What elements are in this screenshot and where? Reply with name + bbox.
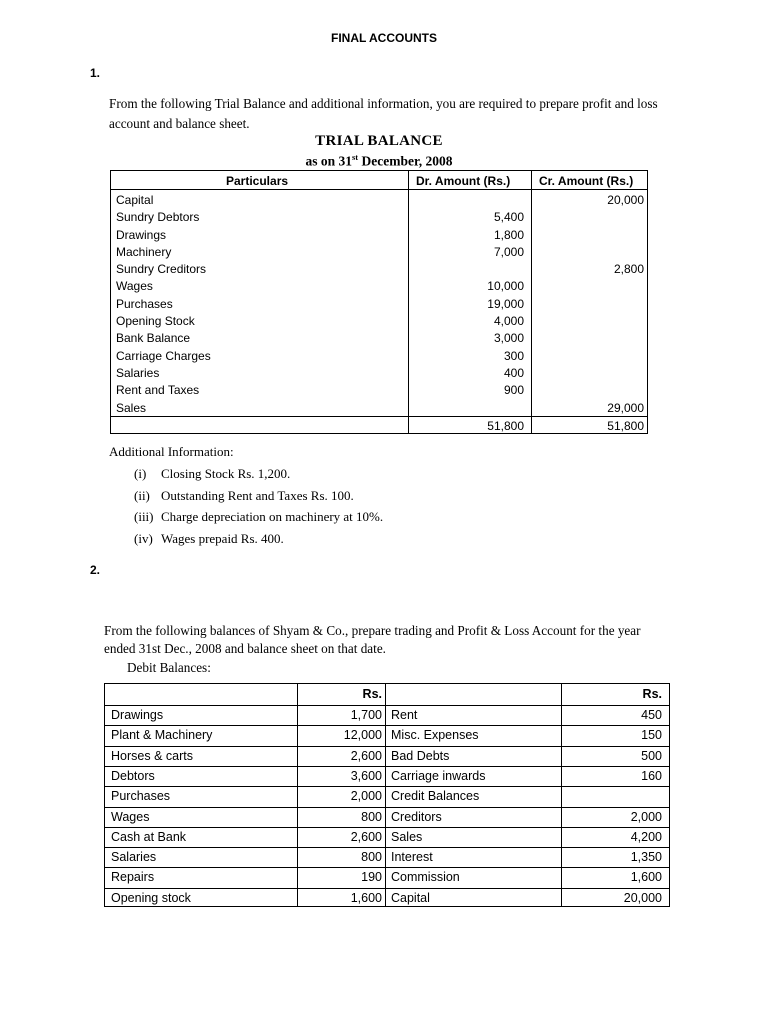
question-1-instruction: From the following Trial Balance and additional information, you are required to prepare profit and loss account and balance sheet. [109,96,658,131]
table-row [105,867,669,887]
table-row-dr: 1,800 [493,227,524,242]
table-row-cr [535,244,644,261]
cell-account: Credit Balances [391,789,480,804]
total-dr: 51,800 [487,419,524,433]
cell-account: Plant & Machinery [111,728,213,743]
cell-amount: 150 [641,728,662,743]
cell-amount: 20,000 [623,890,662,905]
list-item-number: (i) [134,466,147,481]
list-item [134,506,383,528]
list-item-text: Outstanding Rent and Taxes Rs. 100. [161,487,354,503]
cell-account: Sales [391,829,423,844]
table-row-dr: 3,000 [493,331,524,346]
table-row-particular: Salaries [116,365,160,380]
table-row-dr: 19,000 [487,296,524,311]
table-row-cr: 29,000 [607,400,644,415]
header-cr-amount: Cr. Amount (Rs.) [539,174,634,188]
table-row [105,725,669,745]
cell-account: Bad Debts [391,748,450,763]
cell-account: Horses & carts [111,748,193,763]
list-item-text: Wages prepaid Rs. 400. [161,530,284,546]
list-item [134,485,383,507]
cell-amount: 800 [361,850,382,865]
table-row-dr: 400 [503,365,524,380]
table-row-dr: 300 [503,348,524,363]
cell-account: Purchases [111,789,171,804]
table-row-cr: 2,800 [613,262,644,277]
table-row-particular: Capital [116,193,154,207]
cell-amount: 1,700 [350,708,382,722]
table-row [105,807,669,827]
table-row-dr: 7,000 [493,244,524,259]
table-row [105,766,669,786]
cell-account: Commission [391,870,460,885]
cell-amount: 2,000 [630,809,662,824]
cell-amount: 1,600 [630,870,662,885]
question-2-instruction: From the following balances of Shyam & Co., prepare trading and Profit & Loss Account for the year ended 31st Dec., 2008 and balance sheet on that date. [104,623,641,656]
table-row [105,786,669,806]
cell-account: Capital [391,890,430,905]
date-prefix: as on 31 [305,153,352,169]
list-item [134,528,383,550]
cell-amount: 450 [641,708,662,722]
table-row-particular: Bank Balance [116,331,191,346]
table-row-cr [535,330,644,347]
table-row-particular: Opening Stock [116,314,195,329]
header-divider [111,189,647,190]
table-row [105,888,669,908]
cell-account: Cash at Bank [111,829,187,844]
trial-balance-title: TRIAL BALANCE [315,133,443,149]
cell-account: Wages [111,809,150,824]
list-item-number: (iii) [134,509,154,524]
table-row-dr: 4,000 [493,314,524,329]
cell-account: Creditors [391,809,442,824]
cell-account: Repairs [111,870,155,885]
table-row-dr [407,192,524,209]
header-rs-right: Rs. [642,687,662,701]
table-row-particular: Wages [116,279,153,294]
trial-balance-table [110,170,648,434]
table-row-cr: 20,000 [607,193,644,207]
table-row-dr [407,261,524,278]
table-row-cr [535,313,644,330]
table-row-particular: Machinery [116,244,172,259]
cell-account: Rent [391,708,418,722]
list-item-number: (iv) [134,530,153,546]
balances-table [104,683,670,907]
table-row-particular: Rent and Taxes [116,383,200,398]
cell-account: Misc. Expenses [391,728,479,743]
trial-balance-date [109,152,649,170]
cell-amount: 160 [641,768,662,783]
header-rs-left: Rs. [362,687,382,701]
table-row-dr: 900 [503,383,524,398]
table-row-particular: Carriage Charges [116,348,211,363]
header-particulars: Particulars [226,174,289,188]
table-row [105,705,669,725]
cell-amount: 1,350 [630,850,662,865]
dr-amount-column [407,192,524,417]
table-row-particular: Purchases [116,296,173,311]
cell-amount: 1,600 [350,890,382,905]
list-item-text: Charge depreciation on machinery at 10%. [161,509,384,524]
table-row [105,746,669,766]
table-row-dr: 10,000 [487,279,524,294]
cell-amount: 2,000 [350,789,382,804]
debit-balances-label: Debit Balances: [127,660,211,675]
additional-info-list [134,463,383,549]
total-cr: 51,800 [607,419,644,433]
list-item-number: (ii) [134,487,150,503]
additional-info-title: Additional Information: [109,444,234,459]
cell-account: Opening stock [111,890,191,905]
table-row-particular: Drawings [116,227,167,242]
cell-account: Salaries [111,850,157,865]
list-item [134,463,383,485]
date-suffix: December, 2008 [358,153,453,169]
cr-amount-column [535,192,644,417]
table-row-cr [535,365,644,382]
document-title: FINAL ACCOUNTS [331,31,437,45]
cell-amount: 4,200 [630,829,662,844]
header-dr-amount: Dr. Amount (Rs.) [416,174,511,188]
cell-account: Drawings [111,708,164,722]
question-1-number: 1. [90,66,101,80]
question-2-number: 2. [90,563,101,577]
particulars-column [116,192,211,417]
table-row-cr [535,278,644,295]
table-row-dr: 5,400 [493,210,524,225]
cell-amount: 500 [641,748,662,763]
cell-amount: 2,600 [350,748,382,763]
date-superscript: st [352,152,359,162]
table-header-row [105,684,669,704]
cell-amount: 12,000 [343,728,382,743]
cell-account: Debtors [111,768,155,783]
cell-amount: 800 [361,809,382,824]
table-row [105,847,669,867]
list-item-text: Closing Stock Rs. 1,200. [161,466,291,481]
cell-account: Carriage inwards [391,768,486,783]
cell-account: Interest [391,850,433,865]
table-row-cr [535,209,644,226]
cell-amount: 190 [361,870,382,885]
table-row-cr [535,296,644,313]
table-row-particular: Sundry Creditors [116,262,207,277]
table-row-cr [535,382,644,399]
column-divider [531,171,532,433]
table-row-particular: Sundry Debtors [116,210,200,225]
table-row-cr [535,348,644,365]
table-row [105,827,669,847]
cell-amount: 2,600 [350,829,382,844]
cell-amount: 3,600 [350,768,382,783]
table-row-particular: Sales [116,400,147,415]
table-row-dr [407,400,524,417]
table-row-cr [535,227,644,244]
